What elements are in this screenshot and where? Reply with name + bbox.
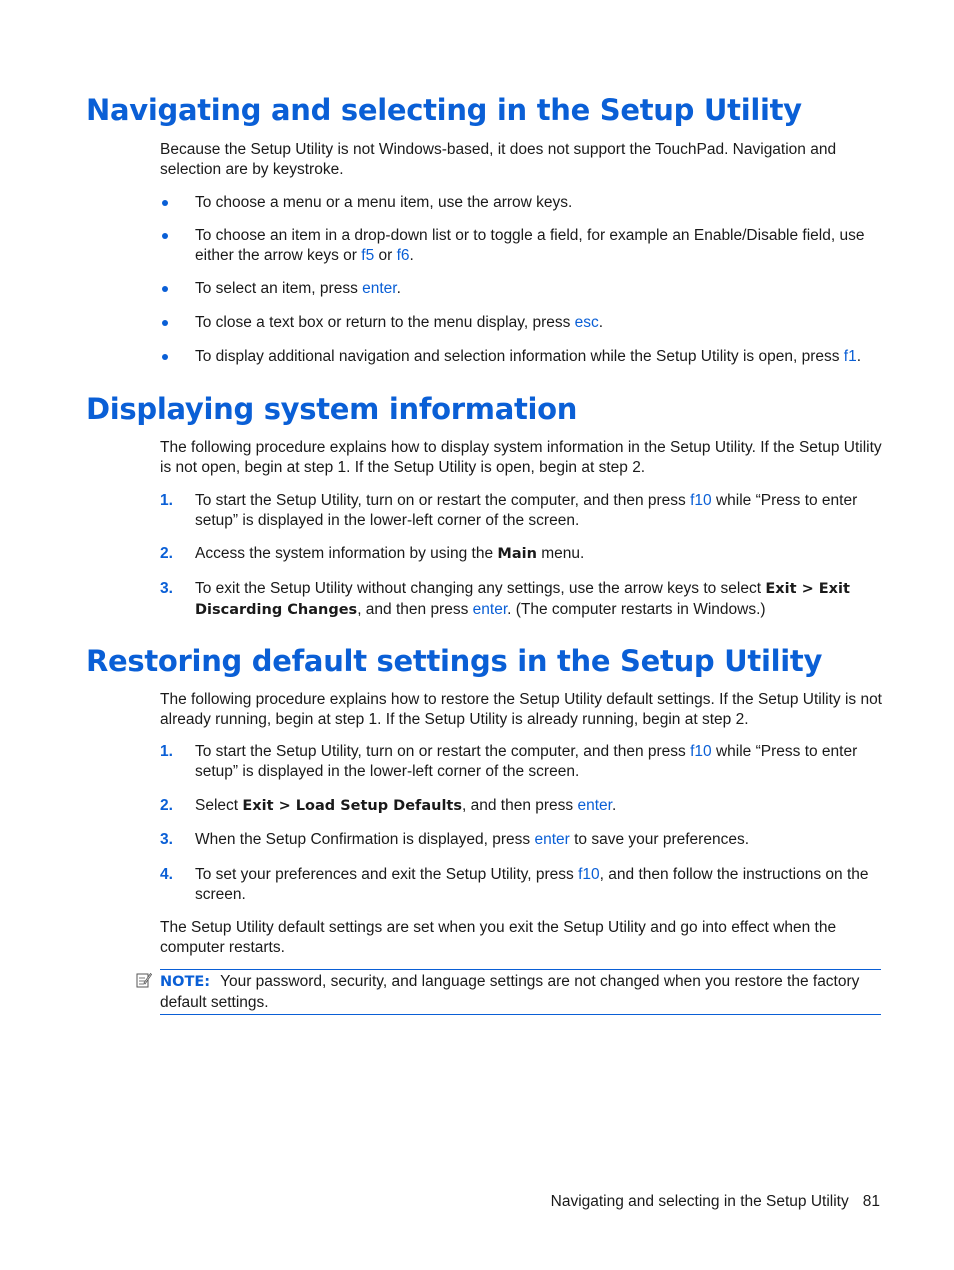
bullet-icon bbox=[162, 320, 168, 326]
bullet-icon bbox=[162, 354, 168, 360]
bullet-icon bbox=[162, 286, 168, 292]
note-box bbox=[160, 969, 881, 1015]
key-f10: f10 bbox=[690, 492, 712, 509]
page-number: 81 bbox=[862, 1193, 880, 1210]
bullet-icon bbox=[162, 200, 168, 206]
page-footer bbox=[551, 1193, 880, 1211]
section-intro: Because the Setup Utility is not Windows-based, it does not support the TouchPad. Navigation and selection are by keystroke. bbox=[160, 141, 837, 178]
list-item: 1. To start the Setup Utility, turn on or restart the computer, and then press f10 while “Press to enter setup” is displayed in the lower-left corner of the screen. bbox=[160, 492, 858, 529]
list-item: 3. When the Setup Confirmation is displayed, press enter to save your preferences. bbox=[160, 831, 750, 848]
note-label: NOTE: bbox=[160, 974, 211, 990]
key-f6: f6 bbox=[396, 246, 410, 264]
key-enter: enter bbox=[577, 797, 612, 814]
bullet-icon bbox=[162, 233, 168, 239]
list-item: To select an item, press enter. bbox=[160, 279, 882, 299]
list-item: 1. To start the Setup Utility, turn on or restart the computer, and then press f10 while “Press to enter setup” is displayed in the lower-left corner of the screen. bbox=[160, 743, 858, 780]
section-intro: The following procedure explains how to display system information in the Setup Utility. If the Setup Utility is not open, begin at step 1. If the Setup Utility is open, begin at step 2. bbox=[160, 439, 882, 476]
step-number: 2. bbox=[160, 545, 173, 562]
list-item: To close a text box or return to the menu display, press esc. bbox=[160, 313, 882, 333]
key-enter: enter bbox=[362, 280, 397, 297]
section-title-displaying: Displaying system information bbox=[86, 392, 578, 426]
step-number: 1. bbox=[160, 743, 173, 760]
closing-paragraph: The Setup Utility default settings are set when you exit the Setup Utility and go into effect when the computer restarts. bbox=[160, 919, 837, 956]
step-number: 4. bbox=[160, 866, 173, 883]
list-item: 4. To set your preferences and exit the Setup Utility, press f10, and then follow the instructions on the screen. bbox=[160, 866, 869, 903]
list-item: To choose an item in a drop-down list or to toggle a field, for example an Enable/Disable field, use either the arrow keys or f5 or f6. bbox=[160, 226, 882, 265]
note-text: Your password, security, and language settings are not changed when you restore the factory default settings. bbox=[160, 973, 860, 1011]
section-title-restoring: Restoring default settings in the Setup Utility bbox=[86, 644, 823, 678]
step-number: 3. bbox=[160, 580, 173, 597]
list-item: 2. Select Exit > Load Setup Defaults, and then press enter. bbox=[160, 797, 617, 814]
key-f5: f5 bbox=[361, 246, 375, 264]
note-pencil-icon bbox=[136, 972, 152, 988]
section-title-navigating: Navigating and selecting in the Setup Utility bbox=[86, 93, 802, 127]
step-number: 3. bbox=[160, 831, 173, 848]
key-f10: f10 bbox=[690, 743, 712, 760]
key-f1: f1 bbox=[843, 348, 857, 365]
footer-section-title: Navigating and selecting in the Setup Utility bbox=[550, 1193, 849, 1210]
list-item: To choose a menu or a menu item, use the arrow keys. bbox=[160, 193, 882, 213]
list-item: To display additional navigation and selection information while the Setup Utility is open, press f1. bbox=[160, 347, 882, 367]
key-enter: enter bbox=[534, 831, 570, 848]
step-number: 2. bbox=[160, 797, 173, 814]
step-number: 1. bbox=[160, 492, 173, 509]
section-intro: The following procedure explains how to restore the Setup Utility default settings. If the Setup Utility is not already running, begin at step 1. If the Setup Utility is already running, begin at step 2. bbox=[160, 691, 882, 728]
list-item: 3. To exit the Setup Utility without changing any settings, use the arrow keys to select Exit > Exit Discarding Changes, and then press enter. (The computer restarts in Windows.) bbox=[160, 580, 850, 618]
key-f10: f10 bbox=[578, 866, 600, 883]
key-esc: esc bbox=[574, 314, 599, 331]
key-enter: enter bbox=[472, 600, 508, 618]
list-item: 2. Access the system information by using the Main menu. bbox=[160, 545, 585, 562]
